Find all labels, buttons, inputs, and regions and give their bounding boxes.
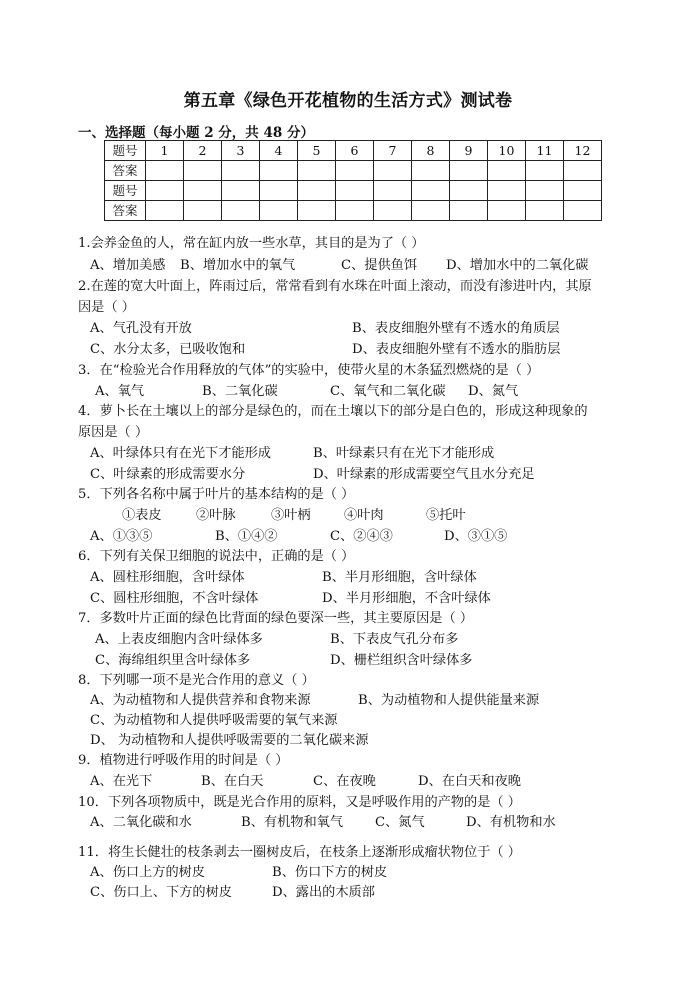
q10-option-a: A、二氧化碳和水 <box>90 815 192 830</box>
q1-option-a: A、增加美感 <box>90 258 166 273</box>
answer-cell <box>450 181 488 201</box>
q2-option-c: C、水分太多，已吸收饱和 <box>90 342 246 357</box>
answer-cell[interactable] <box>488 201 526 221</box>
q6-option-b: B、半月形细胞，含叶绿体 <box>322 570 477 585</box>
row-label: 题号 <box>105 141 146 161</box>
q4-option-d: D、叶绿素的形成需要空气且水分充足 <box>313 467 535 482</box>
q1-option-b: B、增加水中的氧气 <box>180 258 296 273</box>
row-label: 题号 <box>105 181 146 201</box>
answer-cell[interactable] <box>488 161 526 181</box>
answer-cell[interactable] <box>146 161 184 181</box>
table-row <box>105 181 602 201</box>
answer-cell[interactable] <box>298 201 336 221</box>
q9-option-d: D、在白天和夜晚 <box>418 774 521 789</box>
q3-option-b: B、二氧化碳 <box>202 384 278 399</box>
q8-option-a: A、为动植物和人提供营养和食物来源 <box>90 693 311 708</box>
q7-option-b: B、下表皮气孔分布多 <box>330 632 459 647</box>
answer-cell[interactable] <box>374 201 412 221</box>
question-1-stem: 1.会养金鱼的人，常在缸内放一些水草，其目的是为了（ ） <box>78 236 425 251</box>
question-8-stem: 8．下列哪一项不是光合作用的意义（ ） <box>78 673 315 688</box>
answer-cell[interactable] <box>450 201 488 221</box>
q3-option-d: D、氮气 <box>468 384 519 399</box>
q2-option-b: B、表皮细胞外壁有不透水的角质层 <box>352 321 560 336</box>
answer-cell[interactable] <box>336 161 374 181</box>
answer-cell[interactable] <box>298 161 336 181</box>
q7-option-c: C、海绵组织里含叶绿体多 <box>95 653 251 668</box>
answer-cell <box>374 181 412 201</box>
question-5-stem: 5．下列各名称中属于叶片的基本结构的是（ ） <box>78 487 355 502</box>
row-label: 答案 <box>105 161 146 181</box>
q1-option-c: C、提供鱼饵 <box>341 258 418 273</box>
q8-option-b: B、为动植物和人提供能量来源 <box>358 693 540 708</box>
table-row <box>105 141 602 161</box>
answer-cell[interactable] <box>526 161 564 181</box>
question-number: 7 <box>374 141 412 161</box>
answer-cell[interactable] <box>564 161 602 181</box>
answer-cell <box>146 181 184 201</box>
q11-option-d: D、露出的木质部 <box>272 885 375 900</box>
q5-option-d: D、③①⑤ <box>444 529 508 544</box>
table-row <box>105 201 602 221</box>
q7-option-a: A、上表皮细胞内含叶绿体多 <box>95 632 263 647</box>
q5-option-c: C、②④③ <box>330 529 393 544</box>
question-number: 2 <box>184 141 222 161</box>
question-3-stem: 3．在“检验光合作用释放的气体”的实验中，使带火星的木条猛烈燃烧的是（ ） <box>78 363 540 378</box>
q4-option-b: B、叶绿素只有在光下才能形成 <box>313 446 495 461</box>
answer-cell[interactable] <box>184 201 222 221</box>
answer-cell <box>260 181 298 201</box>
question-7-stem: 7．多数叶片正面的绿色比背面的绿色要深一些，其主要原因是（ ） <box>78 611 474 626</box>
q5-item: ③叶柄 <box>271 508 311 523</box>
question-11-stem: 11．将生长健壮的枝条剥去一圈树皮后，在枝条上逐渐形成瘤状物位于（ ） <box>78 845 521 860</box>
q10-option-c: C、氮气 <box>375 815 425 830</box>
question-2-stem: 2.在莲的宽大叶面上，阵雨过后，常常看到有水珠在叶面上滚动，而没有渗进叶内，其原 <box>78 279 592 294</box>
q11-option-c: C、伤口上、下方的树皮 <box>90 885 232 900</box>
table-row <box>105 161 602 181</box>
q3-option-a: A、氧气 <box>95 384 145 399</box>
answer-cell[interactable] <box>336 201 374 221</box>
section-heading: 一、选择题（每小题 2 分，共 48 分） <box>78 125 314 141</box>
row-label: 答案 <box>105 201 146 221</box>
answer-cell[interactable] <box>260 161 298 181</box>
q1-option-d: D、增加水中的二氧化碳 <box>446 258 589 273</box>
question-4-stem: 4．萝卜长在土壤以上的部分是绿色的，而在土壤以下的部分是白色的，形成这种现象的 <box>78 404 588 419</box>
answer-cell <box>488 181 526 201</box>
q11-option-b: B、伤口下方的树皮 <box>272 865 388 880</box>
q5-item: ①表皮 <box>122 508 162 523</box>
question-4-stem-cont: 原因是（ ） <box>78 425 149 440</box>
answer-cell[interactable] <box>526 201 564 221</box>
answer-cell[interactable] <box>222 161 260 181</box>
answer-cell <box>298 181 336 201</box>
q6-option-d: D、半月形细胞，不含叶绿体 <box>322 591 491 606</box>
answer-cell[interactable] <box>146 201 184 221</box>
question-number: 8 <box>412 141 450 161</box>
question-number: 4 <box>260 141 298 161</box>
answer-cell[interactable] <box>450 161 488 181</box>
q5-item: ④叶肉 <box>344 508 384 523</box>
q9-option-c: C、在夜晚 <box>313 774 376 789</box>
q5-item: ⑤托叶 <box>426 508 466 523</box>
q7-option-d: D、栅栏组织含叶绿体多 <box>330 653 473 668</box>
q9-option-b: B、在白天 <box>201 774 264 789</box>
answer-table <box>104 140 602 221</box>
question-2-stem-cont: 因是（ ） <box>78 300 135 315</box>
q9-option-a: A、在光下 <box>90 774 153 789</box>
question-number: 12 <box>564 141 602 161</box>
q6-option-c: C、圆柱形细胞，不含叶绿体 <box>90 591 259 606</box>
q5-option-a: A、①③⑤ <box>90 529 153 544</box>
question-10-stem: 10．下列各项物质中，既是光合作用的原料，又是呼吸作用的产物的是（ ） <box>78 795 521 810</box>
question-number: 10 <box>488 141 526 161</box>
question-number: 9 <box>450 141 488 161</box>
question-6-stem: 6．下列有关保卫细胞的说法中，正确的是（ ） <box>78 549 355 564</box>
answer-cell[interactable] <box>412 201 450 221</box>
question-9-stem: 9．植物进行呼吸作用的时间是（ ） <box>78 753 289 768</box>
answer-cell <box>336 181 374 201</box>
q2-option-d: D、表皮细胞外壁有不透水的脂肪层 <box>352 342 561 357</box>
q6-option-a: A、圆柱形细胞，含叶绿体 <box>90 570 245 585</box>
answer-cell <box>564 181 602 201</box>
question-number: 3 <box>222 141 260 161</box>
question-number: 11 <box>526 141 564 161</box>
q10-option-d: D、有机物和水 <box>466 815 556 830</box>
answer-cell <box>184 181 222 201</box>
answer-cell[interactable] <box>374 161 412 181</box>
question-number: 6 <box>336 141 374 161</box>
q8-option-c: C、为动植物和人提供呼吸需要的氧气来源 <box>90 713 338 728</box>
answer-cell <box>526 181 564 201</box>
question-number: 1 <box>146 141 184 161</box>
answer-cell[interactable] <box>184 161 222 181</box>
answer-cell[interactable] <box>564 201 602 221</box>
q10-option-b: B、有机物和氧气 <box>241 815 344 830</box>
answer-cell <box>222 181 260 201</box>
q11-option-a: A、伤口上方的树皮 <box>90 865 206 880</box>
answer-cell[interactable] <box>222 201 260 221</box>
answer-cell[interactable] <box>412 161 450 181</box>
q4-option-c: C、叶绿素的形成需要水分 <box>90 467 246 482</box>
answer-cell <box>412 181 450 201</box>
q5-option-b: B、①④② <box>215 529 278 544</box>
q8-option-d: D、 为动植物和人提供呼吸需要的二氧化碳来源 <box>90 733 369 748</box>
q3-option-c: C、氧气和二氧化碳 <box>330 384 446 399</box>
q2-option-a: A、气孔没有开放 <box>90 321 192 336</box>
question-number: 5 <box>298 141 336 161</box>
answer-cell[interactable] <box>260 201 298 221</box>
q5-item: ②叶脉 <box>196 508 236 523</box>
page-title: 第五章《绿色开花植物的生活方式》测试卷 <box>183 91 513 111</box>
q4-option-a: A、叶绿体只有在光下才能形成 <box>90 446 271 461</box>
